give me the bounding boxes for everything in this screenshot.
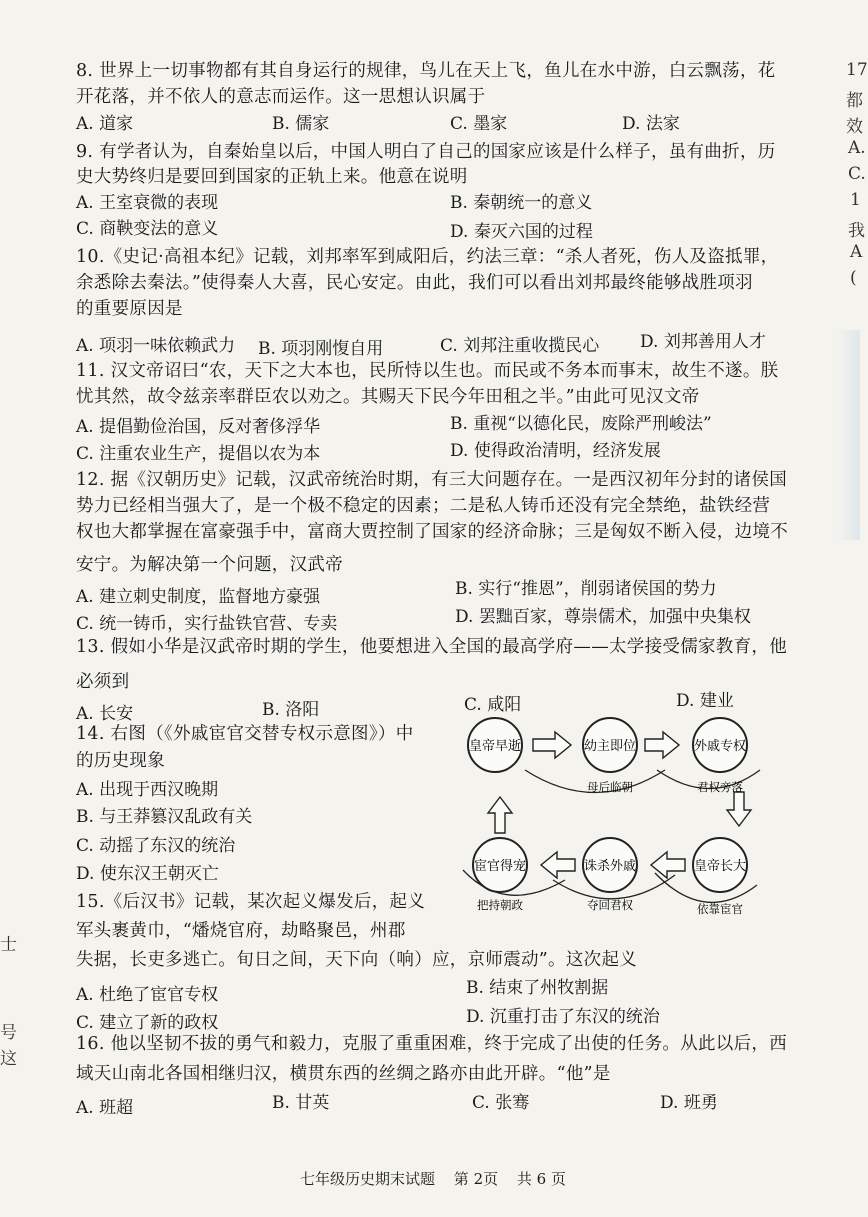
margin-right-7: 我	[848, 221, 865, 241]
edge-label-4: 夺回君权	[587, 898, 633, 912]
q9-stem-1: 9. 有学者认为，自秦始皇以后，中国人明白了自己的国家应该是什么样子，虽有曲折，历	[76, 142, 776, 162]
arrow-right-1	[533, 732, 571, 758]
margin-right-2: 都	[846, 91, 863, 111]
q13-option-b: B. 洛阳	[262, 700, 320, 720]
margin-left-2: 号	[0, 1023, 17, 1043]
q11-stem-1: 11. 汉文帝诏曰“农，天下之大本也，民所恃以生也。而民或不务本而事末，故生不遂。朕	[76, 361, 779, 381]
q15-stem-1: 15.《后汉书》记载，某次起义爆发后，起义	[76, 892, 426, 912]
q10-option-d: D. 刘邦善用人才	[640, 332, 766, 352]
q10-stem-3: 的重要原因是	[76, 299, 183, 319]
margin-left-3: 这	[0, 1049, 17, 1069]
q16-option-d: D. 班勇	[660, 1093, 718, 1113]
q11-option-a: A. 提倡勤俭治国，反对奢侈浮华	[76, 417, 321, 437]
q9-option-a: A. 王室衰微的表现	[76, 193, 219, 213]
q16-stem-1: 16. 他以坚韧不拔的勇气和毅力，克服了重重困难，终于完成了出使的任务。从此以后，西	[76, 1034, 787, 1054]
node-label-5: 诛杀外戚	[583, 859, 637, 874]
arrow-down	[727, 792, 751, 826]
q9-option-d: D. 秦灭六国的过程	[450, 222, 593, 242]
q12-option-b: B. 实行“推恩”，削弱诸侯国的势力	[455, 579, 717, 599]
q13-option-c: C. 咸阳	[464, 695, 522, 715]
q12-stem-4: 安宁。为解决第一个问题，汉武帝	[76, 555, 343, 575]
eunuch-consort-cycle-diagram	[445, 715, 765, 925]
q8-option-c: C. 墨家	[450, 114, 508, 134]
q10-stem-1: 10.《史记·高祖本纪》记载，刘邦率军到咸阳后，约法三章：“杀人者死，伤人及盗抵罪，	[76, 247, 779, 267]
margin-right-1: 17	[846, 60, 868, 80]
page-footer	[300, 1168, 580, 1189]
q8-option-a: A. 道家	[76, 114, 134, 134]
q14-stem-1: 14. 右图（《外戚宦官交替专权示意图》）中	[76, 724, 414, 744]
edge-label-3: 依靠宦官	[697, 902, 743, 916]
q8-stem-1: 8. 世界上一切事物都有其自身运行的规律，鸟儿在天上飞，鱼儿在水中游，白云飘荡，花	[76, 61, 776, 81]
margin-right-4: A.	[848, 138, 866, 158]
q10-option-b: B. 项羽刚愎自用	[258, 339, 384, 359]
q12-stem-3: 权也大都掌握在富豪强手中，富商大贾控制了国家的经济命脉；三是匈奴不断入侵，边境不	[76, 522, 788, 542]
q16-option-a: A. 班超	[76, 1098, 134, 1118]
q13-option-d: D. 建业	[676, 691, 734, 711]
q8-option-d: D. 法家	[622, 114, 680, 134]
margin-right-5: C.	[848, 164, 866, 184]
margin-right-8: A	[850, 242, 863, 262]
q11-option-d: D. 使得政治清明，经济发展	[450, 441, 661, 461]
q16-option-b: B. 甘英	[272, 1093, 330, 1113]
q16-stem-2: 域天山南北各国相继归汉，横贯东西的丝绸之路亦由此开辟。“他”是	[76, 1064, 611, 1084]
q10-option-a: A. 项羽一味依赖武力	[76, 336, 236, 356]
q12-option-a: A. 建立刺史制度，监督地方豪强	[76, 587, 321, 607]
q15-stem-3: 失据，长吏多逃亡。旬日之间，天下向（响）应，京师震动”。这次起义	[76, 950, 638, 970]
q12-option-d: D. 罢黜百家，尊崇儒术，加强中央集权	[455, 607, 751, 627]
q14-option-d: D. 使东汉王朝灭亡	[76, 864, 219, 884]
edge-label-5: 把持朝政	[477, 898, 523, 912]
margin-right-6: 1	[850, 190, 861, 210]
margin-left-1: 士	[0, 935, 17, 955]
arrow-up	[488, 797, 512, 833]
q11-option-b: B. 重视“以德化民，废除严刑峻法”	[450, 414, 712, 434]
q10-option-c: C. 刘邦注重收揽民心	[440, 336, 600, 356]
q14-option-c: C. 动摇了东汉的统治	[76, 836, 236, 856]
edge-label-2: 君权旁落	[697, 780, 743, 794]
q8-stem-2: 开花落，并不依人的意志而运作。这一思想认识属于	[76, 87, 486, 107]
q9-option-c: C. 商鞅变法的意义	[76, 219, 219, 239]
q10-stem-2: 余悉除去秦法。”使得秦人大喜，民心安定。由此，我们可以看出刘邦最终能够战胜项羽	[76, 273, 753, 293]
footer-page: 第 2页	[453, 1170, 499, 1188]
q15-option-b: B. 结束了州牧割据	[466, 978, 609, 998]
q14-option-a: A. 出现于西汉晚期	[76, 780, 219, 800]
arrow-left-2	[541, 852, 575, 878]
q12-stem-1: 12. 据《汉朝历史》记载，汉武帝统治时期，有三大问题存在。一是西汉初年分封的诸侯国	[76, 470, 787, 490]
q13-stem-2: 必须到	[76, 672, 130, 692]
node-label-6: 宦官得宠	[473, 859, 527, 874]
q14-option-b: B. 与王莽篡汉乱政有关	[76, 807, 253, 827]
q13-stem-1: 13. 假如小华是汉武帝时期的学生，他要想进入全国的最高学府——太学接受儒家教育，他	[76, 637, 787, 657]
q14-stem-2: 的历史现象	[76, 751, 165, 771]
q15-option-c: C. 建立了新的政权	[76, 1013, 219, 1033]
q8-option-b: B. 儒家	[272, 114, 330, 134]
margin-right-9: (	[850, 268, 857, 288]
q16-option-c: C. 张骞	[472, 1093, 530, 1113]
footer-total: 共 6 页	[516, 1170, 566, 1188]
q9-option-b: B. 秦朝统一的意义	[450, 193, 593, 213]
node-label-4: 皇帝长大	[693, 859, 747, 874]
q12-option-c: C. 统一铸币，实行盐铁官营、专卖	[76, 614, 338, 634]
node-label-1: 皇帝早逝	[468, 739, 522, 754]
q15-stem-2: 军头裹黄巾，“燔烧官府，劫略聚邑，州郡	[76, 921, 406, 941]
q12-stem-2: 势力已经相当强大了，是一个极不稳定的因素；二是私人铸币还没有完全禁绝，盐铁经营	[76, 496, 771, 516]
footer-title: 七年级历史期末试题	[300, 1170, 436, 1188]
q11-stem-2: 忧其然，故令兹亲率群臣农以劝之。其赐天下民今年田租之半。”由此可见汉文帝	[76, 387, 700, 407]
q11-option-c: C. 注重农业生产，提倡以农为本	[76, 444, 321, 464]
q15-option-d: D. 沉重打击了东汉的统治	[466, 1007, 660, 1027]
edge-label-1: 母后临朝	[587, 780, 633, 794]
margin-right-3: 效	[846, 117, 863, 137]
q13-option-a: A. 长安	[76, 704, 134, 724]
q15-option-a: A. 杜绝了宦官专权	[76, 985, 219, 1005]
node-label-2: 幼主即位	[583, 739, 637, 754]
arrow-right-2	[645, 732, 679, 758]
node-label-3: 外戚专权	[693, 739, 747, 754]
scan-smudge	[838, 330, 860, 540]
q9-stem-2: 史大势终归是要回到国家的正轨上来。他意在说明	[76, 167, 468, 187]
